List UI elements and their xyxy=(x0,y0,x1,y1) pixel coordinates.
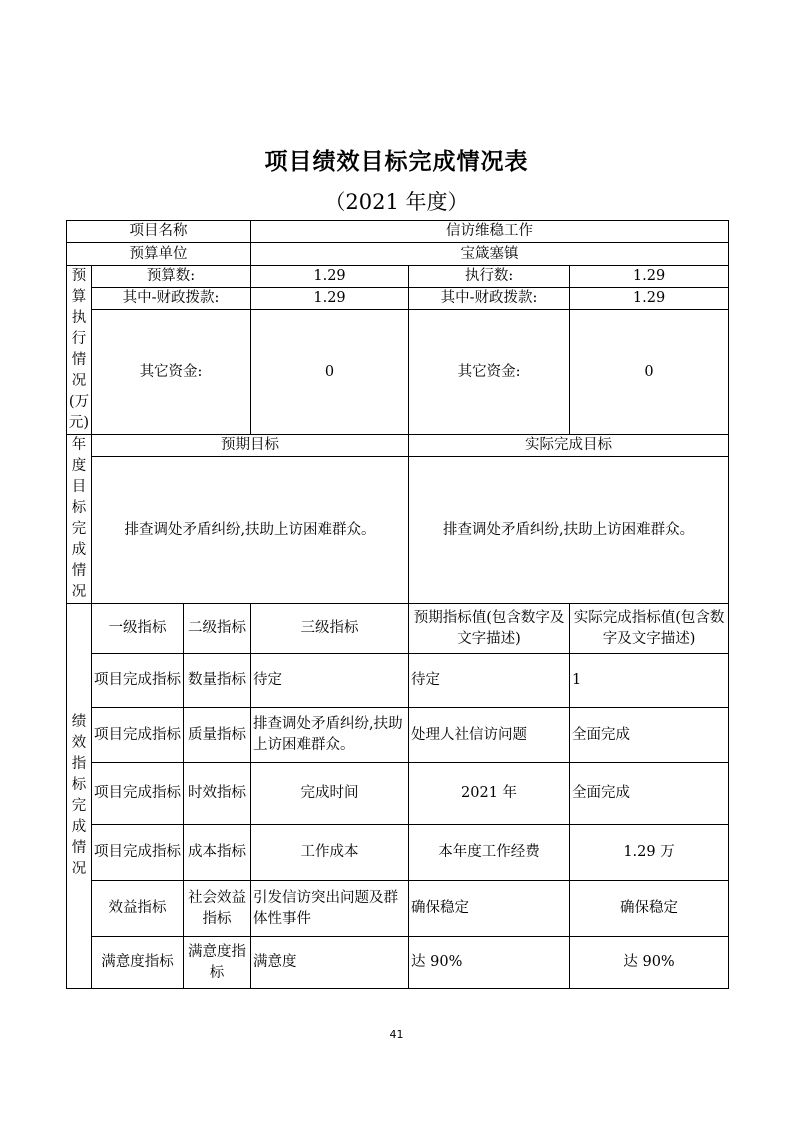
table-row xyxy=(67,825,729,881)
row-level1: 项目完成指标 xyxy=(92,763,184,825)
annual-goal-header-row xyxy=(67,435,729,457)
row-expected: 待定 xyxy=(409,654,570,708)
exec-amount-value: 1.29 xyxy=(570,266,729,288)
header-expected: 预期指标值(包含数字及文字描述) xyxy=(409,604,570,654)
other-value-1: 0 xyxy=(251,310,409,435)
row-level2: 数量指标 xyxy=(184,654,251,708)
budget-amount-row xyxy=(67,266,729,288)
performance-table xyxy=(66,220,729,989)
fiscal-row xyxy=(67,288,729,310)
row-actual: 确保稳定 xyxy=(570,881,729,937)
table-row xyxy=(67,881,729,937)
header-level3: 三级指标 xyxy=(251,604,409,654)
budget-amount-value: 1.29 xyxy=(251,266,409,288)
page-title: 项目绩效目标完成情况表 xyxy=(264,149,529,175)
indicator-section-label: 绩效指标完成情况 xyxy=(67,604,92,989)
other-label-1: 其它资金: xyxy=(92,310,251,435)
annual-goal-row xyxy=(67,457,729,604)
row-level3: 完成时间 xyxy=(251,763,409,825)
page-subtitle: （2021 年度） xyxy=(324,190,469,214)
budget-unit-row xyxy=(67,243,729,266)
row-actual: 全面完成 xyxy=(570,708,729,763)
row-level2: 成本指标 xyxy=(184,825,251,881)
budget-unit-label: 预算单位 xyxy=(67,243,251,266)
other-funds-row xyxy=(67,310,729,435)
budget-amount-label: 预算数: xyxy=(92,266,251,288)
row-level2: 满意度指标 xyxy=(184,937,251,989)
table-row xyxy=(67,708,729,763)
row-actual: 1 xyxy=(570,654,729,708)
budget-unit-value: 宝箴塞镇 xyxy=(251,243,729,266)
indicator-header-row xyxy=(67,604,729,654)
expected-goal-text: 排查调处矛盾纠纷,扶助上访困难群众。 xyxy=(92,457,409,604)
row-level1: 项目完成指标 xyxy=(92,708,184,763)
row-expected: 2021 年 xyxy=(409,763,570,825)
page-number: 41 xyxy=(389,1028,404,1041)
row-expected: 确保稳定 xyxy=(409,881,570,937)
table-row xyxy=(67,763,729,825)
annual-section-label: 年度目标完成情况 xyxy=(67,435,92,604)
expected-goal-header: 预期目标 xyxy=(92,435,409,457)
row-level3: 满意度 xyxy=(251,937,409,989)
header-level2: 二级指标 xyxy=(184,604,251,654)
row-actual: 达 90% xyxy=(570,937,729,989)
project-name-value: 信访维稳工作 xyxy=(251,221,729,243)
fiscal-value-2: 1.29 xyxy=(570,288,729,310)
table-row xyxy=(67,937,729,989)
fiscal-label-2: 其中-财政拨款: xyxy=(409,288,570,310)
other-label-2: 其它资金: xyxy=(409,310,570,435)
exec-amount-label: 执行数: xyxy=(409,266,570,288)
table-row xyxy=(67,654,729,708)
other-value-2: 0 xyxy=(570,310,729,435)
header-actual: 实际完成指标值(包含数字及文字描述) xyxy=(570,604,729,654)
row-actual: 1.29 万 xyxy=(570,825,729,881)
row-level3: 待定 xyxy=(251,654,409,708)
row-level1: 项目完成指标 xyxy=(92,654,184,708)
row-level1: 效益指标 xyxy=(92,881,184,937)
project-name-label: 项目名称 xyxy=(67,221,251,243)
header-level1: 一级指标 xyxy=(92,604,184,654)
actual-goal-header: 实际完成目标 xyxy=(409,435,729,457)
row-level3: 排查调处矛盾纠纷,扶助上访困难群众。 xyxy=(251,708,409,763)
row-expected: 处理人社信访问题 xyxy=(409,708,570,763)
row-level2: 时效指标 xyxy=(184,763,251,825)
row-level1: 项目完成指标 xyxy=(92,825,184,881)
row-expected: 本年度工作经费 xyxy=(409,825,570,881)
budget-section-label: 预算执行情况(万元) xyxy=(67,266,92,435)
row-level1: 满意度指标 xyxy=(92,937,184,989)
row-expected: 达 90% xyxy=(409,937,570,989)
project-name-row xyxy=(67,221,729,243)
row-level2: 社会效益指标 xyxy=(184,881,251,937)
row-level3: 工作成本 xyxy=(251,825,409,881)
row-level3: 引发信访突出问题及群体性事件 xyxy=(251,881,409,937)
fiscal-value-1: 1.29 xyxy=(251,288,409,310)
fiscal-label-1: 其中-财政拨款: xyxy=(92,288,251,310)
row-level2: 质量指标 xyxy=(184,708,251,763)
row-actual: 全面完成 xyxy=(570,763,729,825)
actual-goal-text: 排查调处矛盾纠纷,扶助上访困难群众。 xyxy=(409,457,729,604)
